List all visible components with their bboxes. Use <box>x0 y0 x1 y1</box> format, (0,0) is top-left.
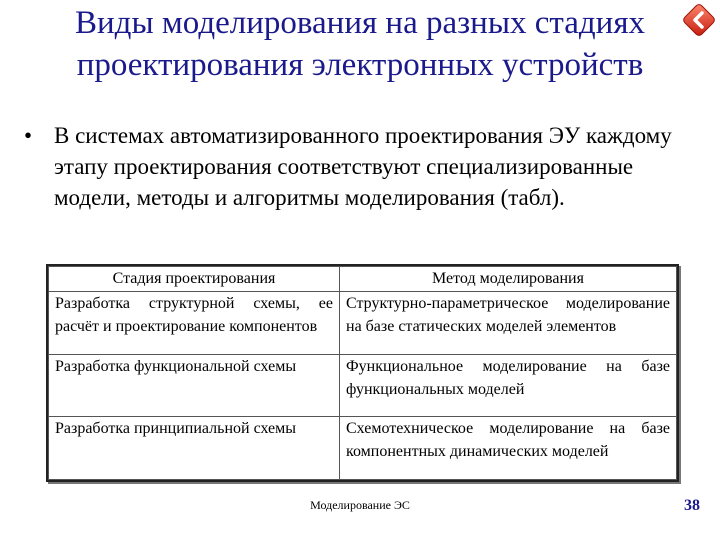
header-method: Метод моделирования <box>340 267 677 292</box>
table-row <box>49 292 677 355</box>
table-row <box>49 417 677 480</box>
table-cell-stage: Разработка структурной схемы, ее расчёт и проектирование компонентов <box>49 292 340 355</box>
table-cell-method: Схемотехническое моделирование на базе компонентных динамических моделей <box>340 417 677 480</box>
bullet-text: В системах автоматизированного проектирования ЭУ каждому этапу проектирования соответствуют специализированные модели, методы и алгоритмы моделирования (табл). <box>54 123 672 210</box>
bullet-paragraph <box>24 120 684 213</box>
diamond-arrow-icon[interactable] <box>680 1 718 39</box>
table-cell-method: Функциональное моделирование на базе функциональных моделей <box>340 354 677 417</box>
bullet-marker: • <box>24 123 33 148</box>
slide-title-line1: Виды моделирования на разных стадиях <box>75 5 645 41</box>
modeling-table <box>46 264 679 482</box>
page-number: 38 <box>684 497 700 514</box>
table-row <box>49 354 677 417</box>
table-cell-stage: Разработка функциональной схемы <box>49 354 340 417</box>
table-cell-stage: Разработка принципиальной схемы <box>49 417 340 480</box>
slide-title-line2: проектирования электронных устройств <box>76 47 644 83</box>
table-header-row <box>49 267 677 292</box>
footer-title: Моделирование ЭС <box>310 498 410 512</box>
header-stage: Стадия проектирования <box>49 267 340 292</box>
slide-title <box>0 2 720 86</box>
table-cell-method: Структурно-параметрическое моделирование на базе статических моделей элементов <box>340 292 677 355</box>
